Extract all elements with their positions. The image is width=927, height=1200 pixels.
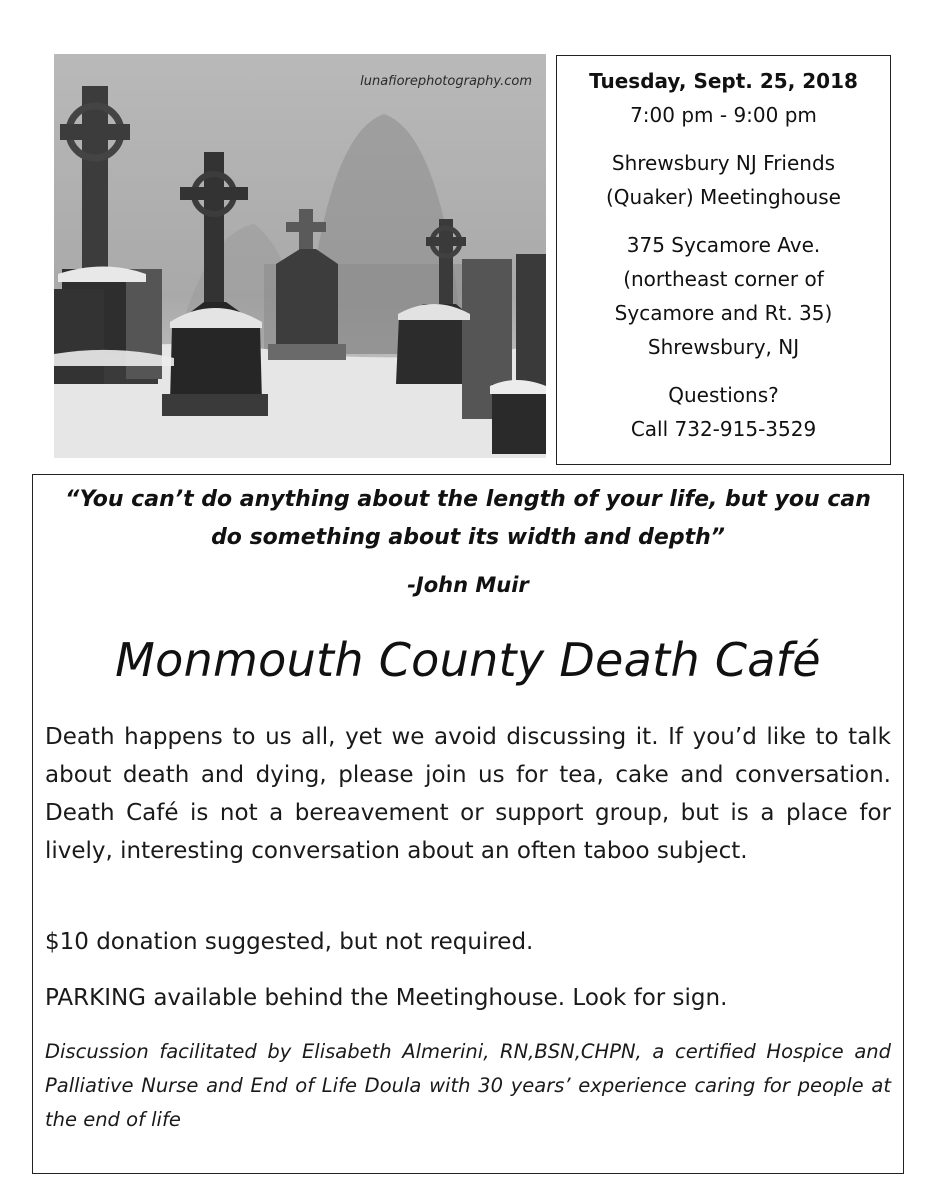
event-address: [557, 228, 890, 364]
venue-line-2: (Quaker) Meetinghouse: [606, 185, 841, 209]
questions-label: Questions?: [668, 383, 779, 407]
event-venue: [557, 146, 890, 214]
description-paragraph: Death happens to us all, yet we avoid discussing it. If you’d like to talk about death and dying, please join us for tea, cake and conversation. Death Café is not a bereavement or support group, but is a place for lively, interesting conversation about an often taboo subject.: [45, 724, 891, 864]
event-contact: [557, 378, 890, 446]
event-info-box: [556, 55, 891, 465]
event-time: 7:00 pm - 9:00 pm: [630, 103, 817, 127]
event-date: Tuesday, Sept. 25, 2018: [589, 69, 858, 93]
address-line-3: Sycamore and Rt. 35): [614, 301, 833, 325]
contact-phone: Call 732-915-3529: [630, 417, 817, 441]
address-line-2: (northeast corner of: [623, 267, 824, 291]
page-title: Monmouth County Death Café: [115, 633, 821, 687]
donation-paragraph: $10 donation suggested, but not required.: [45, 929, 534, 955]
graveyard-image: [54, 54, 546, 458]
event-datetime: [557, 64, 890, 132]
photo-credit: lunafiorephotography.com: [360, 74, 532, 89]
facilitator-paragraph: Discussion facilitated by Elisabeth Almerini, RN,BSN,CHPN, a certified Hospice and Palliative Nurse and End of Life Doula with 30 years’ experience caring for people at the end of life: [45, 1040, 891, 1131]
main-content-box: [32, 474, 904, 1174]
address-line-4: Shrewsbury, NJ: [647, 335, 800, 359]
graveyard-photo: [54, 54, 546, 458]
venue-line-1: Shrewsbury NJ Friends: [611, 151, 836, 175]
quote-text: “You can’t do anything about the length of your life, but you can do something about its width and depth”: [65, 487, 871, 550]
address-line-1: 375 Sycamore Ave.: [626, 233, 821, 257]
quote-author: -John Muir: [407, 573, 529, 597]
parking-paragraph: PARKING available behind the Meetinghouse. Look for sign.: [45, 985, 728, 1011]
